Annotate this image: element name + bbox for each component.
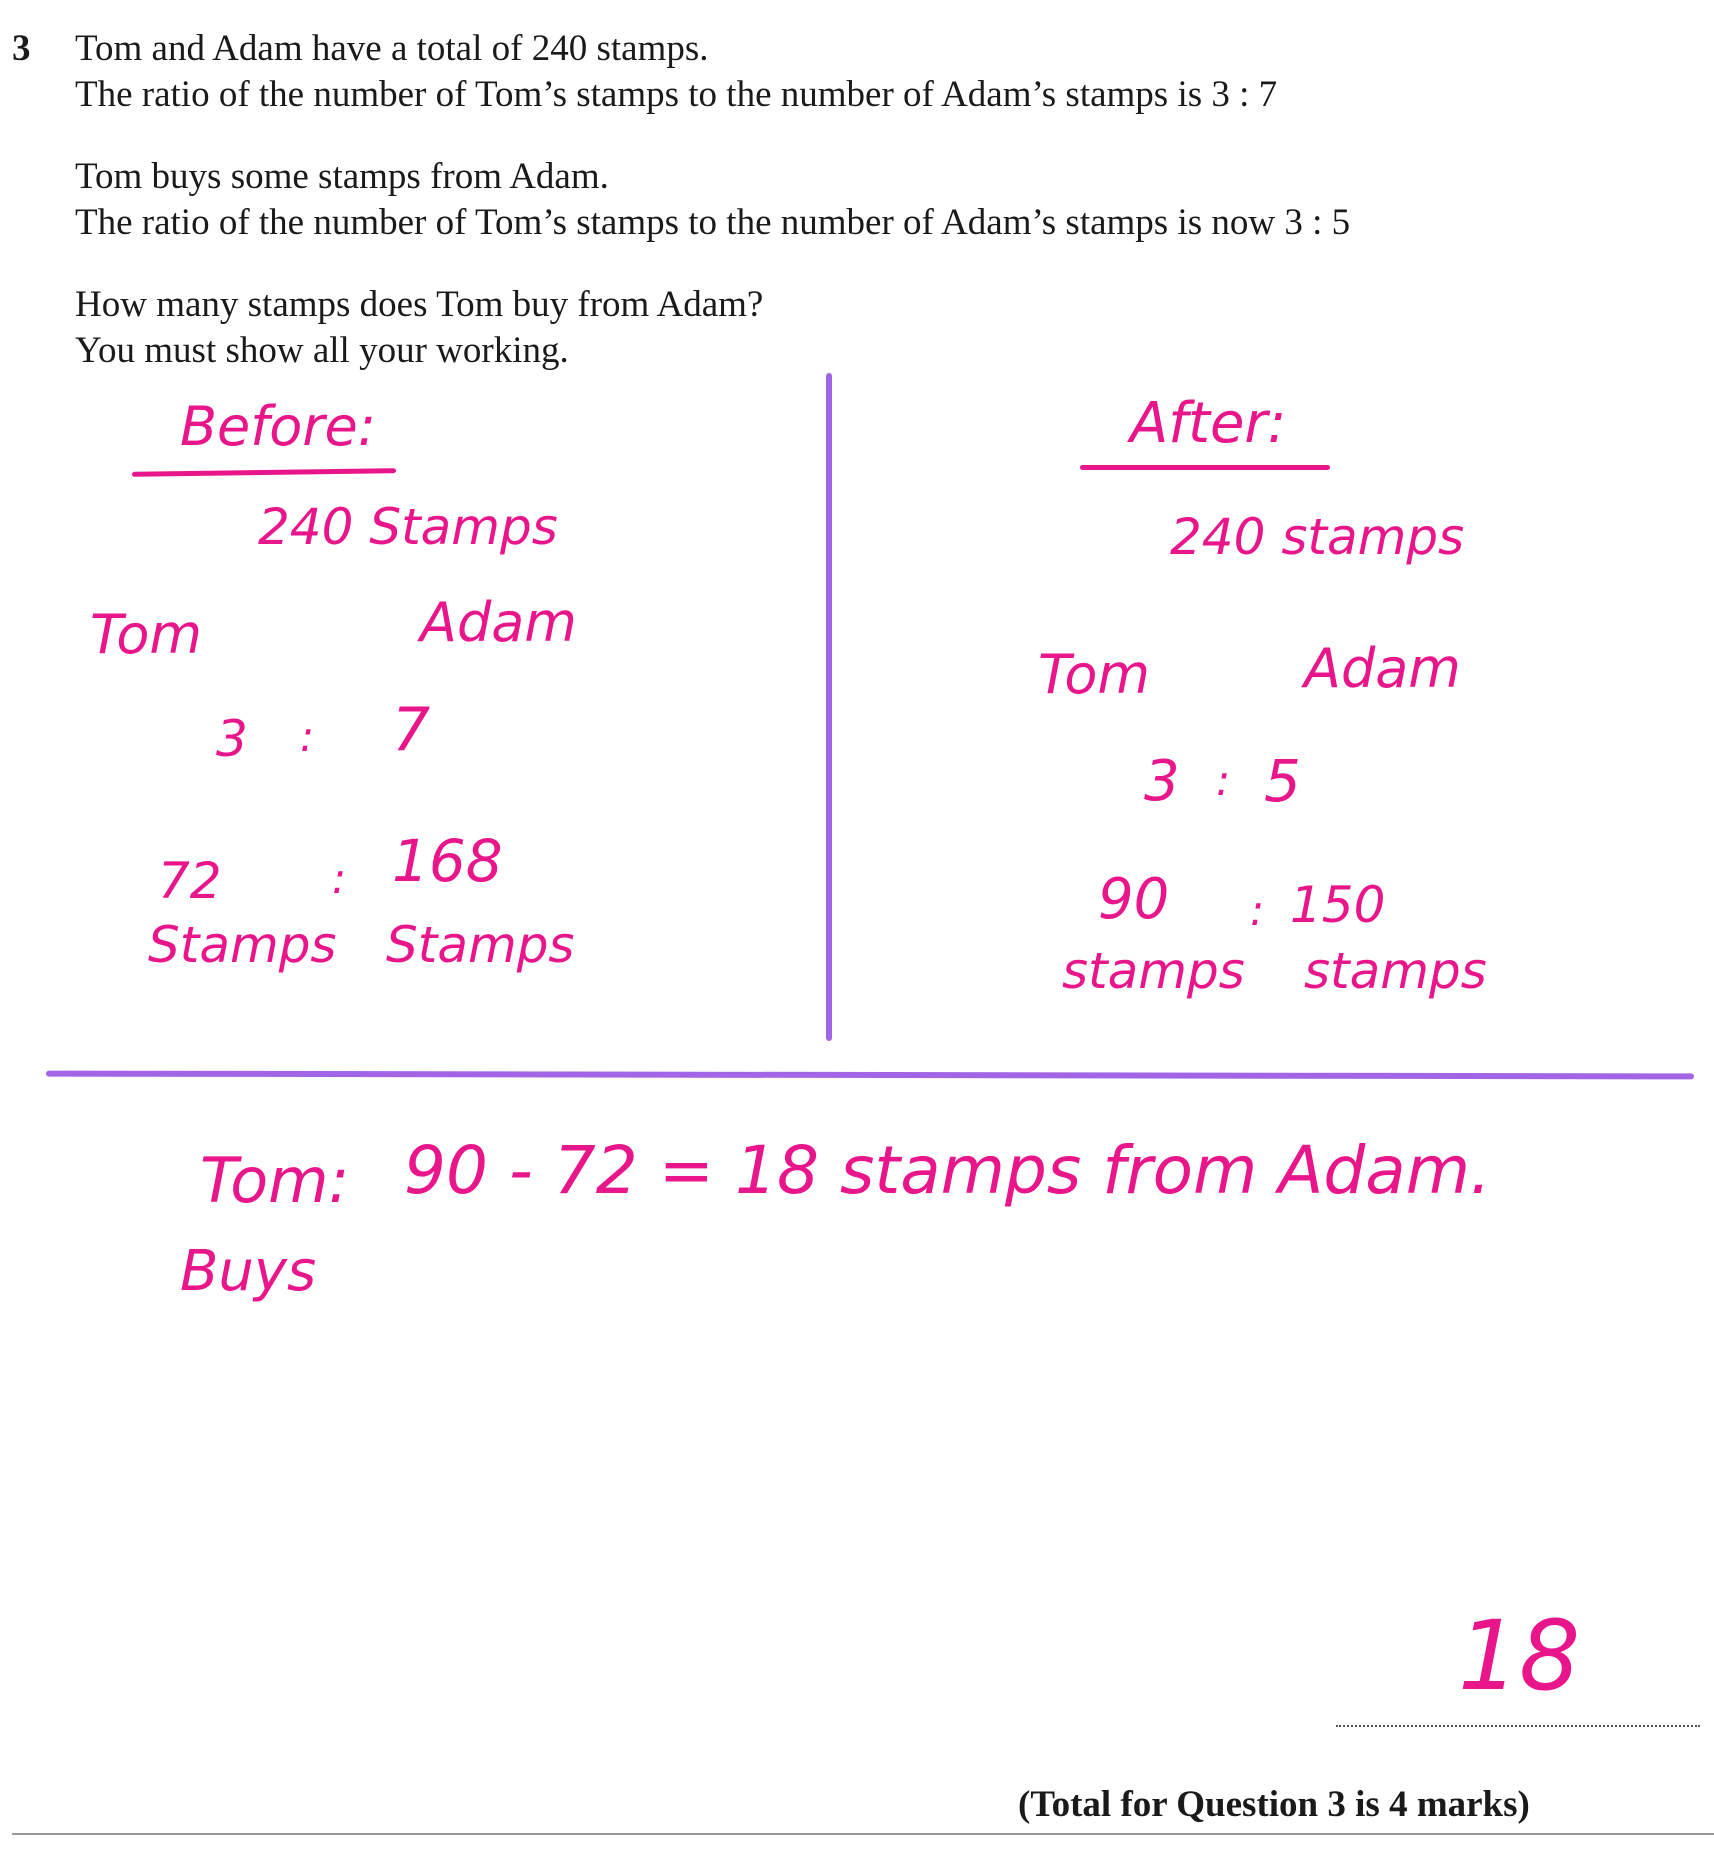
question-line: You must show all your working. xyxy=(75,330,569,371)
question-number: 3 xyxy=(12,28,31,69)
answer-line xyxy=(1336,1725,1700,1727)
question-line: The ratio of the number of Tom’s stamps to the number of Adam’s stamps is 3 : 7 xyxy=(75,74,1278,115)
question-line: How many stamps does Tom buy from Adam? xyxy=(75,284,764,325)
working-horizontal-divider xyxy=(46,1071,1694,1080)
working-vertical-divider xyxy=(826,373,832,1041)
conclusion-buys-label: Buys xyxy=(180,1239,317,1304)
after-tom-stamps: 90 xyxy=(1098,867,1170,932)
question-paragraph-2 xyxy=(75,154,1350,246)
after-ratio-tom: 3 xyxy=(1144,749,1180,814)
question-line: Tom buys some stamps from Adam. xyxy=(75,156,609,197)
question-paragraph-1 xyxy=(75,26,1277,118)
after-total: 240 stamps xyxy=(1170,508,1465,566)
before-underline xyxy=(132,468,396,477)
after-adam-unit: stamps xyxy=(1304,942,1487,1000)
after-tom-unit: stamps xyxy=(1062,942,1245,1000)
before-tom-label: Tom xyxy=(90,603,202,666)
after-ratio-adam: 5 xyxy=(1264,747,1301,815)
before-adam-unit: Stamps xyxy=(386,916,575,974)
before-tom-unit: Stamps xyxy=(148,916,337,974)
before-tom-stamps: 72 xyxy=(158,852,222,910)
before-ratio-separator: : xyxy=(300,712,315,761)
conclusion-calculation: 90 - 72 = 18 stamps from Adam. xyxy=(404,1132,1492,1209)
after-heading: After: xyxy=(1130,391,1287,456)
before-ratio-tom: 3 xyxy=(216,710,248,768)
before-ratio-adam: 7 xyxy=(392,695,431,765)
after-adam-stamps: 150 xyxy=(1290,876,1386,934)
before-adam-stamps: 168 xyxy=(392,827,503,895)
after-stamps-separator: : xyxy=(1250,886,1265,935)
question-line: Tom and Adam have a total of 240 stamps. xyxy=(75,28,709,69)
question-total-marks: (Total for Question 3 is 4 marks) xyxy=(1018,1784,1530,1825)
question-paragraph-3 xyxy=(75,282,763,374)
before-heading: Before: xyxy=(180,395,376,458)
before-stamps-separator: : xyxy=(332,854,347,903)
before-total: 240 Stamps xyxy=(258,498,558,556)
answer-value: 18 xyxy=(1458,1600,1581,1712)
after-tom-label: Tom xyxy=(1038,643,1150,706)
after-underline xyxy=(1080,465,1330,470)
after-ratio-separator: : xyxy=(1216,756,1231,805)
before-adam-label: Adam xyxy=(420,591,577,654)
question-line: The ratio of the number of Tom’s stamps to the number of Adam’s stamps is now 3 : 5 xyxy=(75,202,1351,243)
bottom-rule xyxy=(12,1833,1714,1835)
conclusion-tom-label: Tom: xyxy=(200,1144,350,1217)
after-adam-label: Adam xyxy=(1304,637,1461,700)
